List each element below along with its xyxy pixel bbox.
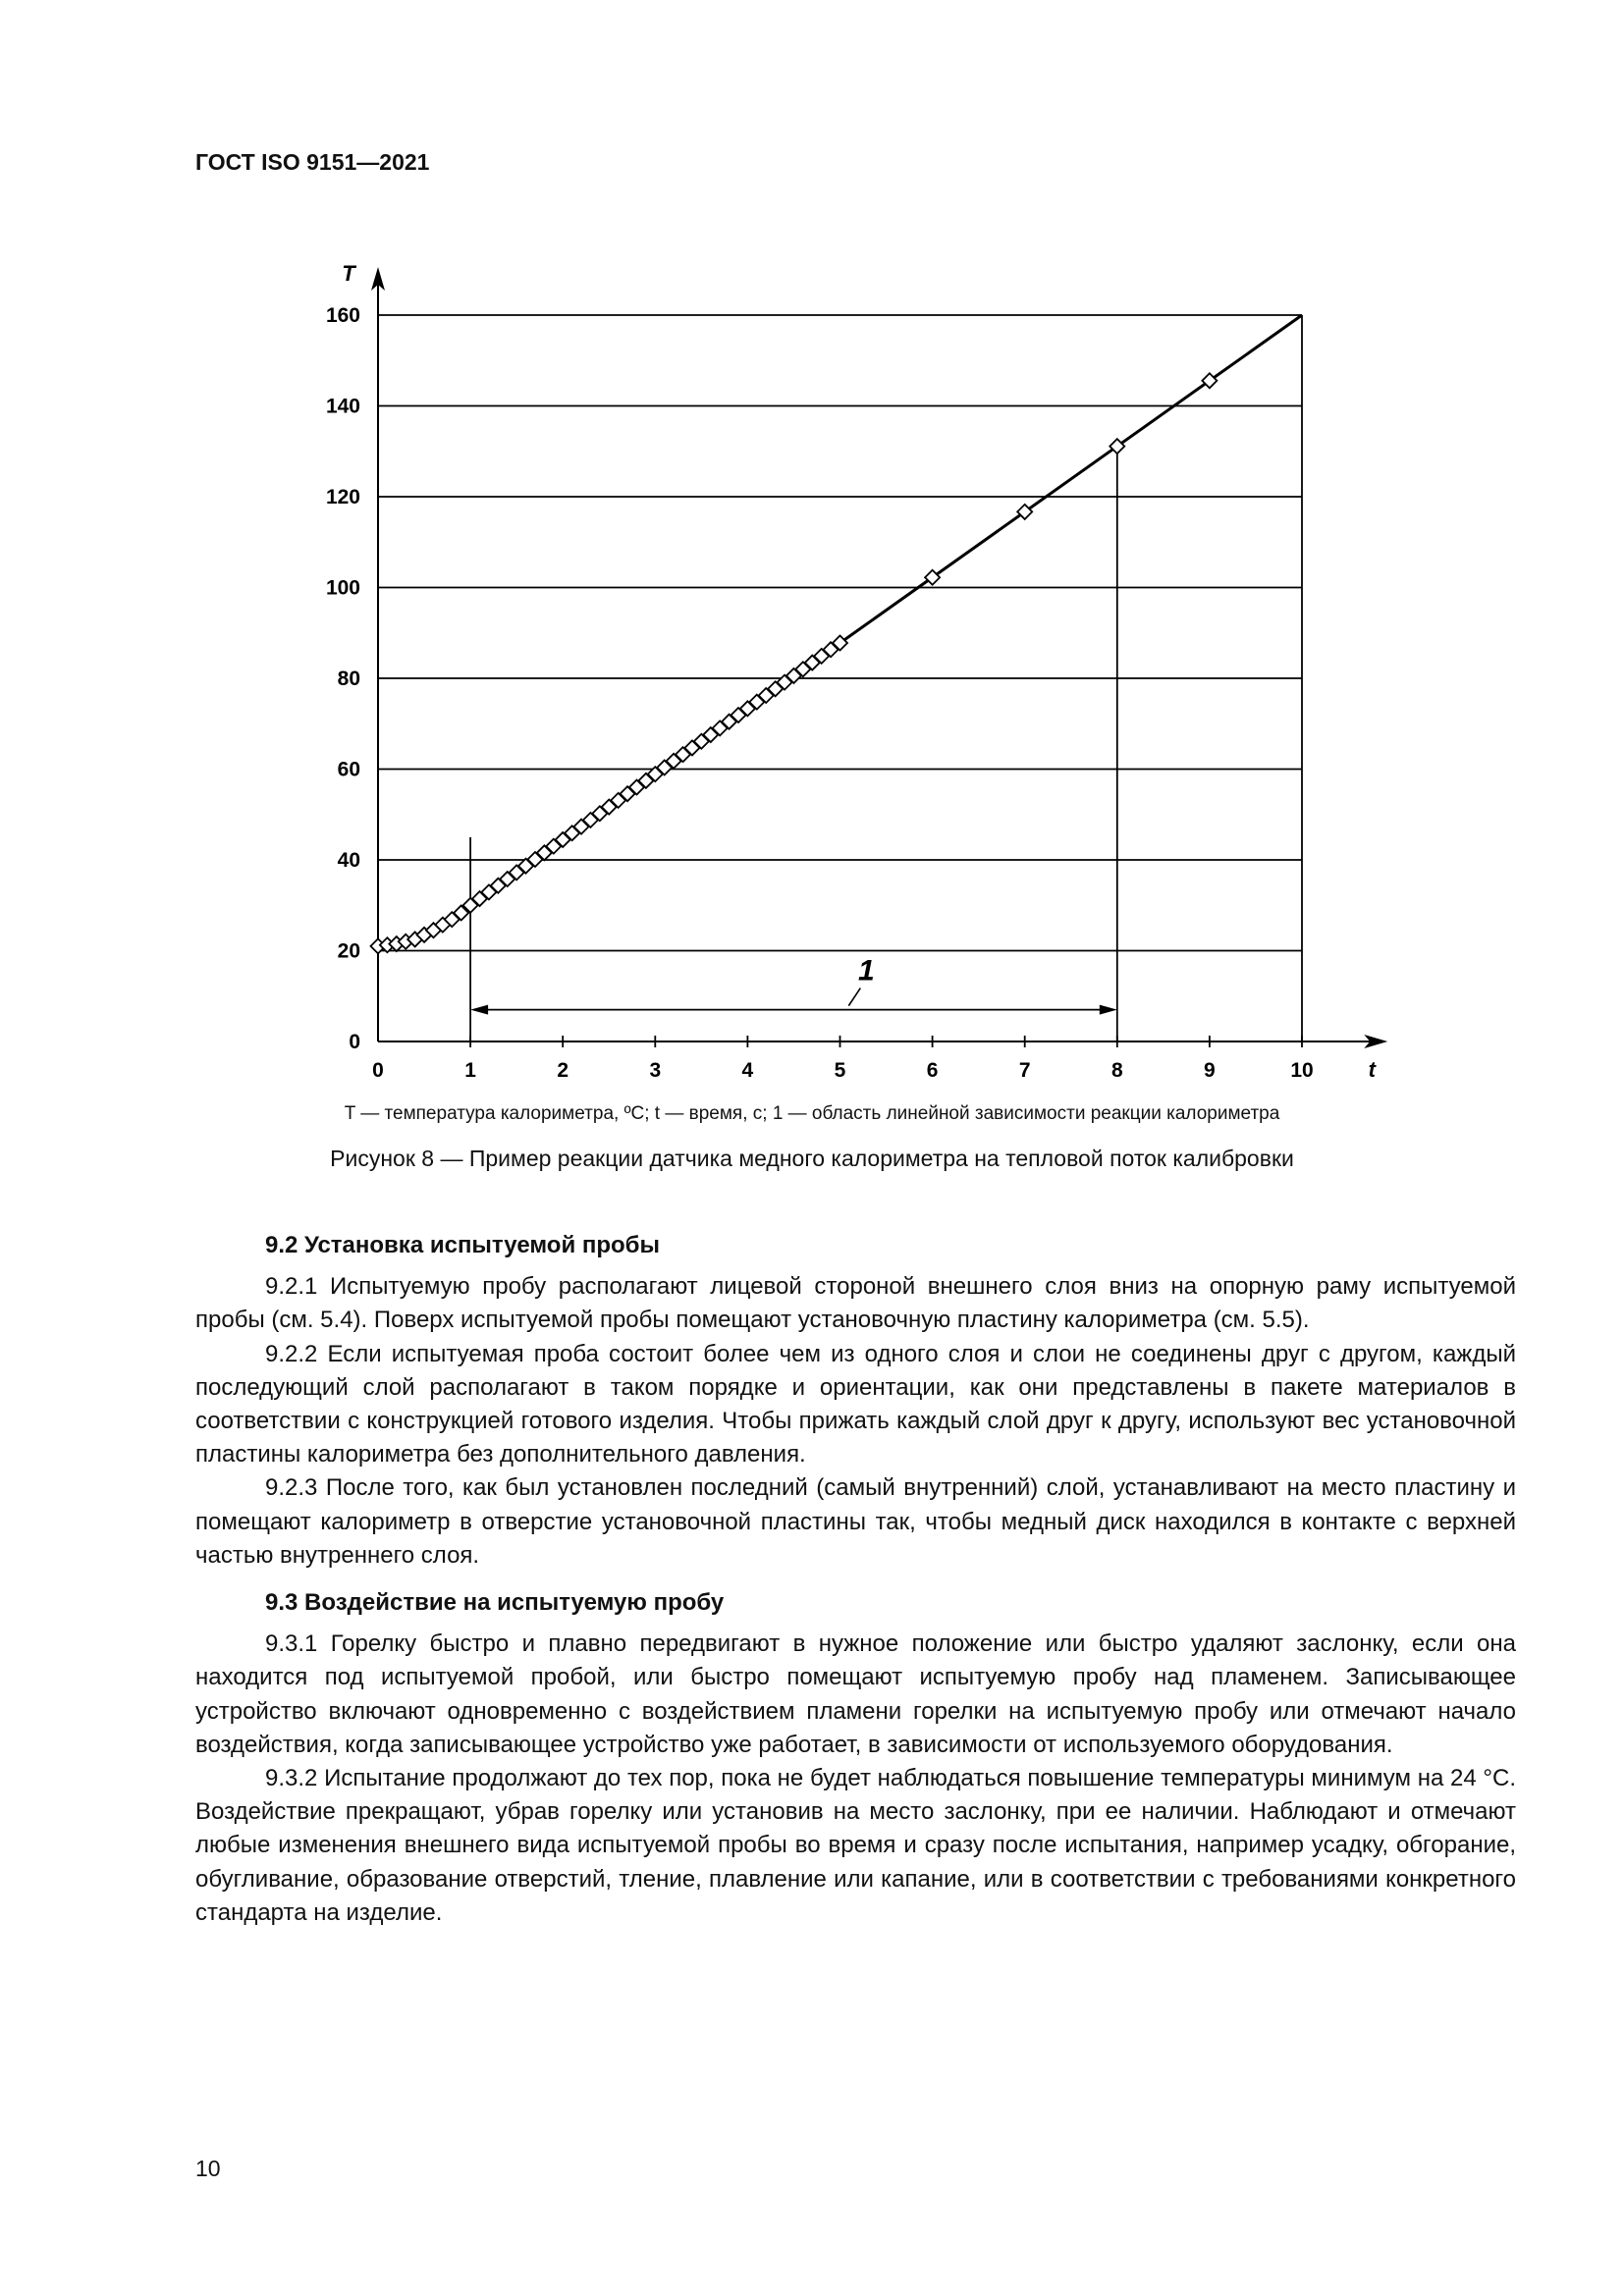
paragraph-9-2-2: 9.2.2 Если испытуемая проба состоит более чем из одного слоя и слои не соединены друг с другом, каждый последующий слой располагают в таком порядке и ориентации, как они представлены в пакете материалов в соответствии с конструкцией готового изделия. Чтобы прижать каждый слой друг к другу, используют вес установочной пластины калориметра без дополнительного давления.: [195, 1340, 1516, 1468]
figure-caption: Рисунок 8 — Пример реакции датчика медного калориметра на тепловой поток калибровки: [330, 1146, 1294, 1171]
x-tick-label: 8: [1110, 1059, 1123, 1082]
y-axis-label: T: [342, 261, 355, 286]
range-arrow-head-left: [470, 1005, 488, 1015]
annotation: [470, 955, 1117, 1015]
y-tick-label: 60: [337, 758, 360, 781]
tick-labels: [326, 261, 1378, 1082]
x-tick-label: 10: [1290, 1059, 1314, 1082]
annotation-leader-line: [848, 988, 860, 1006]
range-boundary-lines: [470, 443, 1117, 1042]
x-tick-label: 4: [741, 1059, 754, 1082]
annotation-label: 1: [857, 954, 875, 988]
calorimeter-response-chart: [0, 0, 1624, 1090]
y-tick-label: 120: [325, 486, 360, 508]
paragraph-9-3-1: 9.3.1 Горелку быстро и плавно передвигают в нужное положение или быстро удаляют заслонку, если она находится под испытуемой пробой, или быстро помещают испытуемую пробу над пламенем. Записывающее устройство включают одновременно с воздействием пламени горелки на испытуемую пробу или отмечают начало воздействия, когда записывающее устройство уже работает, в зависимости от используемого оборудования.: [195, 1630, 1516, 1758]
paragraph-9-2-3: 9.2.3 После того, как был установлен последний (самый внутренний) слой, устанавливают на место пластину и помещают калориметр в отверстие установочной пластины так, чтобы медный диск находился в контакте с верхней частью внутреннего слоя.: [195, 1474, 1516, 1569]
grid-lines: [378, 315, 1302, 1041]
x-tick-label: 3: [649, 1059, 662, 1082]
y-tick-label: 140: [325, 395, 360, 418]
x-tick-label: 7: [1018, 1059, 1031, 1082]
range-arrow-head-right: [1100, 1005, 1117, 1015]
y-tick-label: 80: [337, 667, 360, 690]
y-tick-label: 40: [337, 849, 360, 872]
x-tick-label: 2: [557, 1059, 569, 1082]
x-tick-label: 1: [464, 1059, 476, 1082]
paragraph-9-2-1: 9.2.1 Испытуемую пробу располагают лицевой стороной внешнего слоя вниз на опорную раму испытуемой пробы (см. 5.4). Поверх испытуемой пробы помещают установочную пластину калориметра (см. 5.5).: [195, 1273, 1516, 1334]
x-axis-label: t: [1368, 1057, 1376, 1082]
x-tick-label: 6: [926, 1059, 939, 1082]
x-tick-label: 9: [1204, 1059, 1216, 1082]
y-tick-label: 0: [349, 1031, 360, 1053]
body-text: [195, 1229, 1516, 1930]
y-tick-label: 100: [325, 576, 360, 600]
series-line: [378, 315, 1302, 946]
y-tick-label: 20: [337, 939, 360, 963]
paragraph-9-3-2: 9.3.2 Испытание продолжают до тех пор, пока не будет наблюдаться повышение температуры минимум на 24 °С. Воздействие прекращают, убрав горелку или установив на место заслонку, при ее наличии. Наблюдают и отмечают любые изменения внешнего вида испытуемой пробы во время и сразу после испытания, например усадку, обгорание, обугливание, образование отверстий, тление, плавление или капание, или в соответствии с требованиями конкретного стандарта на изделие.: [195, 1765, 1516, 1926]
data-series: [371, 315, 1303, 953]
x-tick-label: 0: [372, 1059, 384, 1082]
section-heading-9-2: 9.2 Установка испытуемой пробы: [265, 1232, 660, 1258]
figure-legend: T — температура калориметра, ºС; t — время, с; 1 — область линейной зависимости реакции калориметра: [344, 1103, 1280, 1124]
x-tick-label: 5: [834, 1059, 846, 1082]
chart-axes: [371, 267, 1387, 1048]
section-heading-9-3: 9.3 Воздействие на испытуемую пробу: [265, 1589, 725, 1617]
page-number: 10: [195, 2156, 221, 2181]
document-header: ГОСТ ISO 9151—2021: [195, 149, 430, 175]
y-tick-label: 160: [325, 304, 360, 327]
